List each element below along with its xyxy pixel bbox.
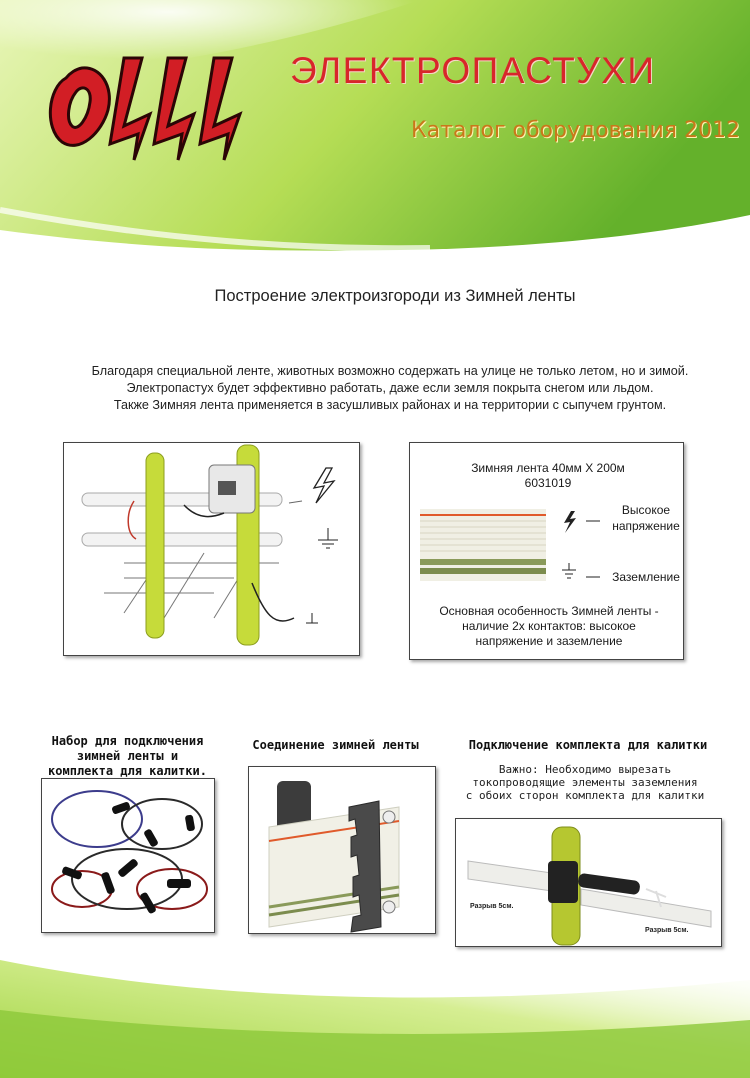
gate-note-line-3: с обоих сторон комплекта для калитки [465, 789, 705, 802]
intro-line-1: Благодаря специальной ленте, животных возможно содержать на улице не только летом, но и зимой. [91, 364, 689, 378]
high-voltage-line-1: Высокое [621, 503, 671, 517]
kit-caption [20, 734, 235, 779]
tape-name: Зимняя лента 40мм Х 200м [471, 461, 625, 475]
kit-caption-line-2: зимней ленты и [76, 749, 179, 763]
gate-note-line-1: Важно: Необходимо вырезать [498, 763, 672, 776]
connection-caption [228, 738, 443, 753]
gate-note-line-2: токопроводящие элементы заземления [472, 776, 698, 789]
tape-connector-illustration [249, 767, 435, 933]
feature-line-1: Основная особенность Зимней ленты - [439, 604, 659, 618]
fence-illustration-panel [63, 442, 360, 656]
fence-illustration [64, 443, 359, 655]
kit-caption-line-3: комплекта для калитки. [48, 764, 207, 778]
catalog-title: Каталог оборудования 2012 [411, 118, 740, 143]
break-label-left: Разрыв 5см. [470, 903, 514, 910]
tape-feature-text [414, 604, 684, 649]
gate-caption [438, 738, 738, 753]
brand-title: ЭЛЕКТРОПАСТУХИ [290, 50, 656, 91]
intro-line-3: Также Зимняя лента применяется в засушливых районах и на территории с сыпучем грунтом. [113, 398, 667, 412]
high-voltage-label [592, 502, 700, 534]
feature-line-3: напряжение и заземление [475, 634, 623, 648]
connection-caption-text: Соединение зимней ленты [252, 738, 419, 752]
tape-connector-photo [248, 766, 436, 934]
feature-line-2: наличие 2х контактов: высокое [462, 619, 636, 633]
kit-caption-line-1: Набор для подключения [51, 734, 204, 748]
intro-line-2: Электропастух будет эффективно работать, даже если земля покрыта снегом или льдом. [126, 381, 654, 395]
tape-code: 6031019 [524, 476, 572, 490]
gate-note [440, 763, 730, 802]
intro-paragraph [60, 363, 720, 414]
tape-title [448, 461, 648, 491]
page-heading: Построение электроизгороди из Зимней ленты [214, 287, 576, 305]
break-label-right: Разрыв 5см. [645, 927, 689, 934]
high-voltage-line-2: напряжение [612, 519, 680, 533]
olli-logo [38, 48, 268, 163]
gate-caption-text: Подключение комплекта для калитки [468, 738, 708, 752]
ground-label: Заземление [612, 570, 680, 584]
cable-kit-illustration [42, 779, 214, 932]
connection-kit-photo [41, 778, 215, 933]
